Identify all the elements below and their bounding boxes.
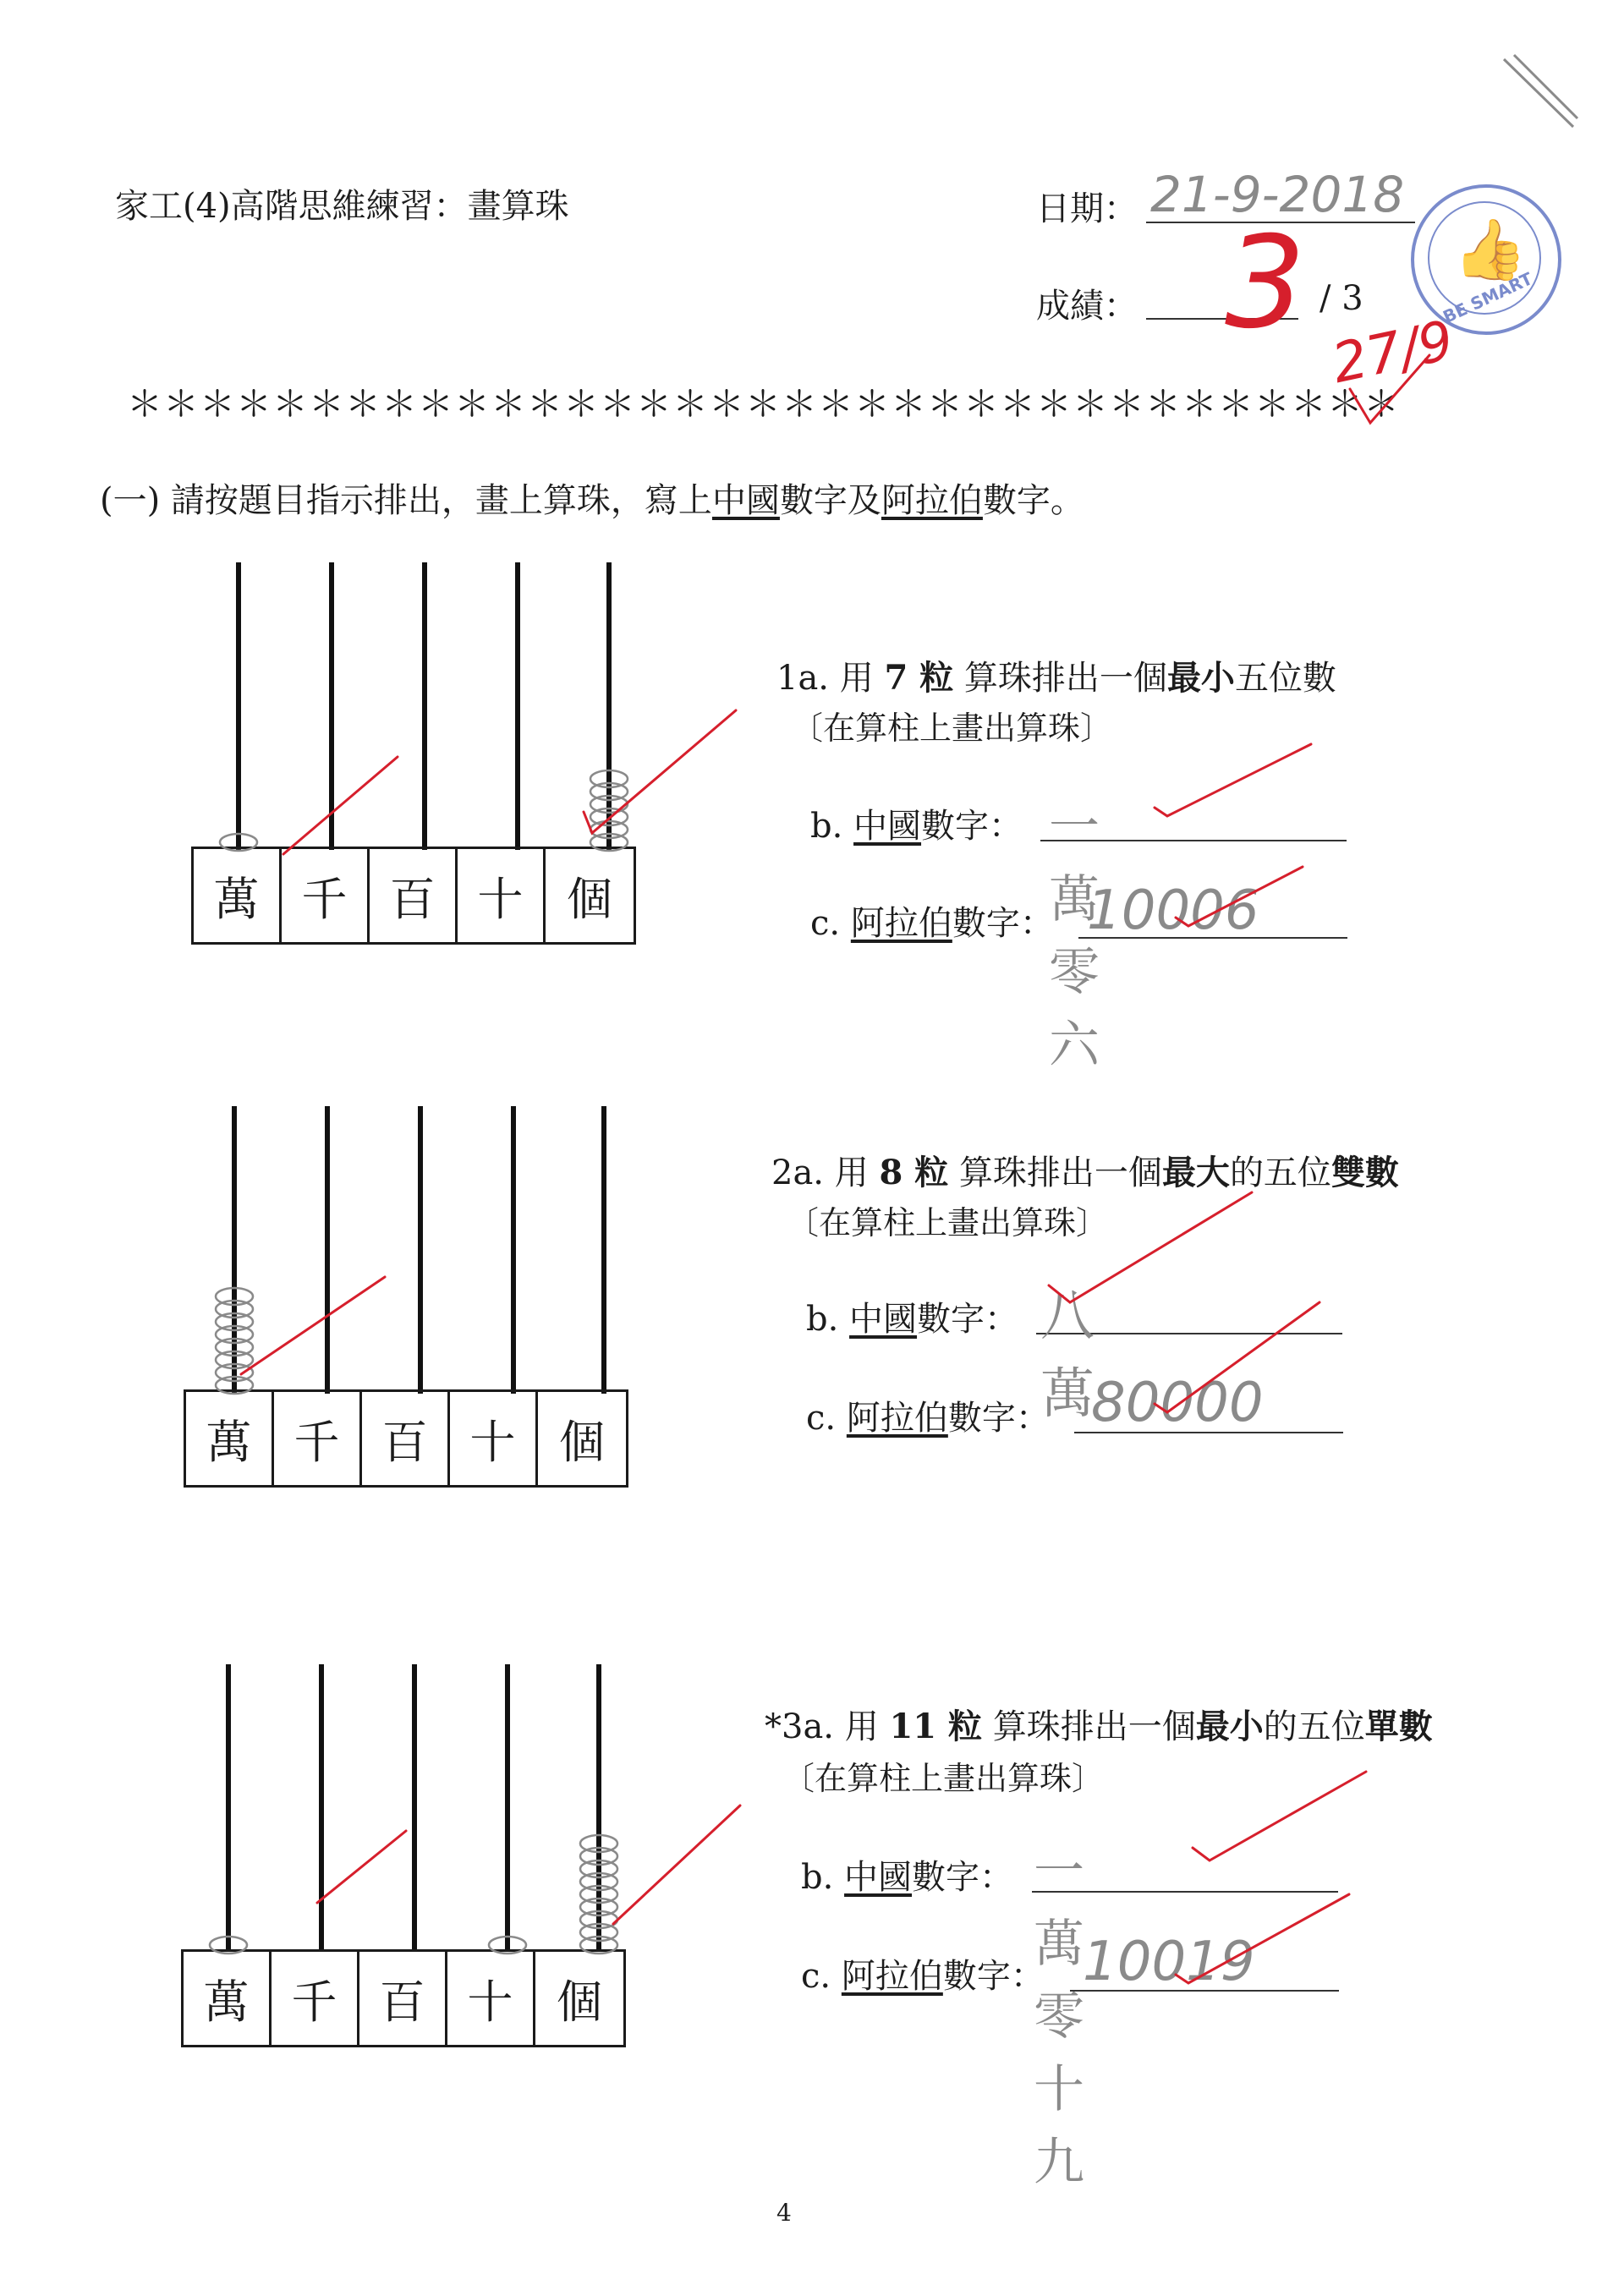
- chinese-answer: 八萬: [1040, 1285, 1095, 1426]
- arabic-answer: 80000: [1091, 1372, 1264, 1434]
- instruction-arabic: 阿拉伯: [881, 481, 983, 520]
- check-mark: [1155, 1302, 1320, 1412]
- place-value-label: 萬: [184, 1952, 272, 2045]
- abacus-bead: [220, 834, 257, 851]
- chinese-answer: 一萬零六: [1049, 797, 1100, 1075]
- chinese-numeral-label: b. 中國數字：: [810, 807, 1023, 846]
- place-value-label: 十: [447, 1952, 535, 2045]
- check-mark: [1193, 1772, 1366, 1860]
- check-mark: [241, 1277, 385, 1374]
- star-divider: ＊＊＊＊＊＊＊＊＊＊＊＊＊＊＊＊＊＊＊＊＊＊＊＊＊＊＊＊＊＊＊＊＊＊＊: [127, 383, 1401, 425]
- instruction-suffix: 數字。: [982, 481, 1084, 520]
- abacus-bead: [210, 1937, 247, 1954]
- instruction-middle: 數字及: [779, 481, 881, 520]
- place-value-label: 千: [272, 1952, 359, 2045]
- arabic-answer: 10019: [1083, 1931, 1255, 1993]
- check-mark: [1350, 355, 1429, 423]
- check-mark: [1176, 867, 1303, 926]
- place-value-label: 百: [359, 1952, 447, 2045]
- place-value-label: 千: [282, 849, 370, 942]
- score-label: 成績：: [1036, 287, 1138, 326]
- thumbs-up-icon: 👍: [1453, 215, 1528, 284]
- worksheet-title: 家工(4)高階思維練習：畫算珠: [115, 187, 569, 226]
- question-prompt: *3a. 用 11 粒 算珠排出一個最小的五位單數: [765, 1707, 1433, 1746]
- chinese-numeral-label: b. 中國數字：: [801, 1858, 1014, 1897]
- question-hint: 〔在算柱上畫出算珠〕: [791, 710, 1113, 747]
- abacus-bead: [216, 1288, 253, 1305]
- question-hint: 〔在算柱上畫出算珠〕: [787, 1204, 1109, 1241]
- place-value-label: 十: [458, 849, 546, 942]
- question-hint: 〔在算柱上畫出算珠〕: [782, 1760, 1105, 1797]
- marking-date: 27/9: [1326, 309, 1459, 397]
- place-value-label: 個: [559, 1415, 605, 1469]
- abacus-bead: [590, 770, 628, 787]
- check-mark: [317, 1831, 406, 1903]
- place-value-label: 十: [450, 1392, 538, 1485]
- arabic-numeral-label: c. 阿拉伯數字：: [810, 904, 1054, 943]
- place-value-label: 萬: [194, 849, 282, 942]
- arabic-numeral-label: c. 阿拉伯數字：: [801, 1957, 1045, 1996]
- place-value-label: 千: [274, 1392, 362, 1485]
- stamp-text: BE SMART: [1440, 268, 1536, 327]
- check-mark: [584, 710, 736, 833]
- abacus-bead: [489, 1937, 526, 1954]
- place-value-label: 個: [557, 1975, 602, 2029]
- beads-layer: [210, 770, 628, 1954]
- arabic-answer: 10006: [1087, 879, 1259, 942]
- page-number: 4: [776, 2199, 792, 2227]
- check-mark: [613, 1806, 740, 1924]
- place-value-label: 萬: [186, 1392, 274, 1485]
- question-prompt: 1a. 用 7 粒 算珠排出一個最小五位數: [776, 658, 1336, 698]
- instruction-prefix: (一) 請按題目指示排出，畫上算珠，寫上: [100, 481, 712, 520]
- place-value-label: 百: [362, 1392, 450, 1485]
- paper-clip-icon: [1504, 55, 1577, 127]
- question-prompt: 2a. 用 8 粒 算珠排出一個最大的五位雙數: [771, 1153, 1399, 1192]
- date-handwritten: 21-9-2018: [1150, 166, 1405, 223]
- check-mark: [1049, 1192, 1252, 1302]
- chinese-numeral-label: b. 中國數字：: [806, 1300, 1019, 1339]
- check-mark: [1176, 1894, 1349, 1983]
- score-handwritten: 3: [1225, 210, 1306, 357]
- place-value-label: 百: [370, 849, 458, 942]
- check-marks: [241, 355, 1429, 1983]
- arabic-numeral-label: c. 阿拉伯數字：: [806, 1399, 1050, 1438]
- place-value-label: 個: [567, 872, 612, 926]
- chinese-answer: 一萬零十九: [1034, 1842, 1084, 2192]
- date-label: 日期：: [1036, 189, 1138, 228]
- abacus-bead: [580, 1835, 617, 1852]
- instruction-chinese: 中國: [711, 481, 780, 520]
- check-mark: [1155, 744, 1311, 816]
- score-total: / 3: [1320, 279, 1363, 318]
- check-mark: [283, 757, 398, 854]
